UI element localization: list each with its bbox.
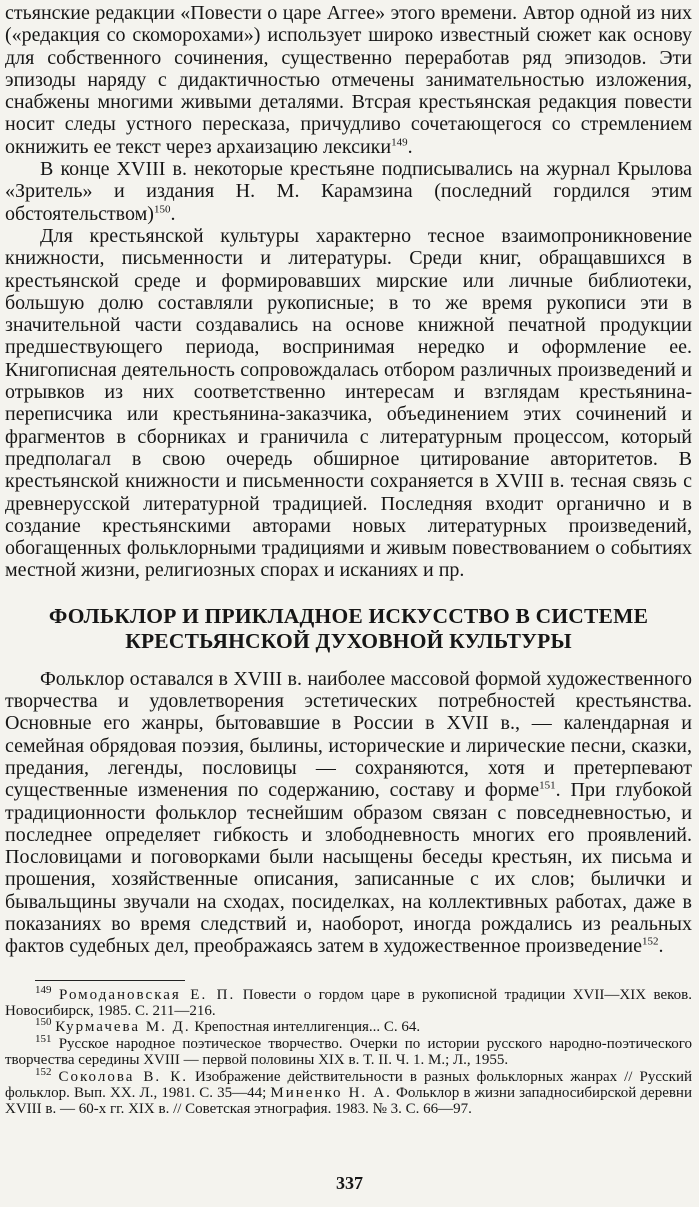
paragraph-4: Фольклор оставался в XVIII в. наиболее массовой формой художественного творчества и удовлетворения эстетических потребностей крестьянства. Основные его жанры, бытовавшие в России в XVII в., — календарная и семейная обрядовая поэзия, былины, исторические и лирические песни, сказки, предания, легенды, пословицы — сохраняются, хотя и претерпевают существенные изменения по содержанию, составу и форме$^{151}$. При глубокой традиционности фольклор теснейшим образом связан с повседневностью, и последнее определяет гибкость и злободневность многих его проявлений. Пословицами и поговорками были насыщены беседы крестьян, их письма и прошения, хозяйственные описания, записанные с их слов; былички и бывальщины звучали на сходах, посиделках, на коллективных работах, даже в показаниях во время следствий и, наоборот, иногда рождались из реальных фактов судебных дел, преображаясь затем в художественное произведение$^{152}$. [5, 667, 692, 958]
footnote-149: $^{149}$ Ромодановская Е. П. Повести о гордом царе в рукописной традиции XVII—XIX веков. Новосибирск, 1985. С. 211—216. [5, 983, 693, 1019]
page-number: 337 [336, 1173, 363, 1193]
footnote-ref-149: 149 [391, 136, 408, 149]
footnote-152: $^{152}$ Соколова В. К. Изображение действительности в разных фольклорных жанрах // Русский фольклор. Вып. XX. Л., 1981. С. 35—44; Миненко Н. А. Фольклор в жизни западносибирской деревни XVIII в. — 60-х гг. XIX в. // Советская этнография. 1983. № 3. С. 66—97. [5, 1065, 693, 1118]
heading-line-2: КРЕСТЬЯНСКОЙ ДУХОВНОЙ КУЛЬТУРЫ [125, 628, 572, 653]
footnote-divider [35, 980, 185, 981]
section-heading [5, 604, 692, 654]
footnote-ref-151: 151 [539, 779, 556, 792]
heading-line-1: ФОЛЬКЛОР И ПРИКЛАДНОЕ ИСКУССТВО В СИСТЕМЕ [48, 603, 649, 628]
footnote-151: $^{151}$ Русское народное поэтическое творчество. Очерки по истории русского народно-поэтического творчества середины XVIII — первой половины XIX в. Т. II. Ч. 1. М.; Л., 1955. [5, 1032, 693, 1069]
paragraph-2: В конце XVIII в. некоторые крестьяне подписывались на журнал Крылова «Зритель» и издания Н. М. Карамзина (последний гордился этим обстоятельством)$^{150}$. [5, 158, 692, 225]
footnote-150: $^{150}$ Курмачева М. Д. Крепостная интеллигенция... С. 64. [35, 1016, 421, 1036]
paragraph-3: Для крестьянской культуры характерно тесное взаимопроникновение книжности, письменности и литературы. Среди книг, обращавшихся в крестьянской среде и формировавших мирские или личные библиотеки, большую долю составляли рукописные; в то же время рукописи эти в значительной части создавались на основе книжной печатной продукции предшествующего периода, воспринимая нередко и оформление ее. Книгописная деятельность сопровождалась отбором различных произведений и отрывков из них соответственно интересам и взглядам крестьянина-переписчика или крестьянина-заказчика, объединением этих сочинений и фрагментов в сборниках и граничила с литературным процессом, который предполагал в свою очередь обширное цитирование авторитетов. В крестьянской книжности и письменности сохраняется в XVIII в. тесная связь с древнерусской литературной традицией. Последняя входит органично и в создание крестьянскими авторами новых литературных произведений, обогащенных фольклорными традициями и живым повествованием о событиях местной жизни, религиозных спорах и исканиях и пр. [5, 224, 692, 582]
footnote-ref-152: 152 [641, 935, 659, 948]
footnote-ref-150: 150 [153, 203, 171, 216]
paragraph-1: стьянские редакции «Повести о царе Аггее» этого времени. Автор одной из них («редакция со скоморохами») использует широко известный сюжет как основу для собственного сочинения, существенно переработав ряд эпизодов. Эти эпизоды наряду с дидактичностью отмечены занимательностью изложения, снабжены многими живыми деталями. Втсрая крестьянская редакция повести носит следы устного пересказа, причудливо сочетающегося со стремлением окнижить ее текст через архаизацию лексики$^{149}$. [5, 2, 692, 158]
